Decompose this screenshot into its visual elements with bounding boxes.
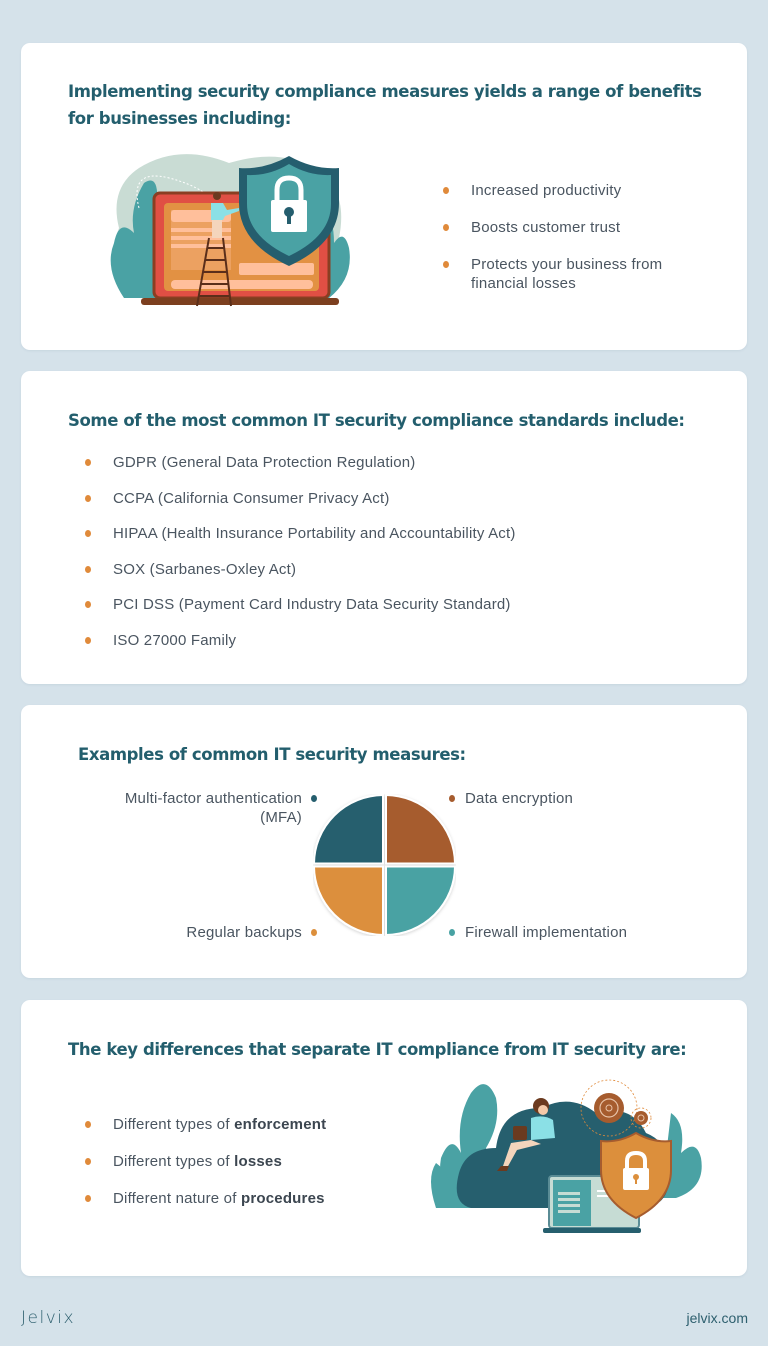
standards-card — [21, 371, 747, 684]
pie-slice-mfa — [314, 795, 383, 864]
legend-firewall: Firewall implementation — [465, 923, 627, 942]
standards-list — [85, 453, 705, 650]
legend-dot-firewall — [449, 929, 455, 936]
list-item: Different nature of procedures — [85, 1189, 405, 1208]
list-item: Different types of losses — [85, 1152, 405, 1171]
differences-card — [21, 1000, 747, 1276]
pie-slice-encryption — [386, 795, 455, 864]
list-item: CCPA (California Consumer Privacy Act) — [85, 489, 705, 508]
jelvix-url[interactable]: jelvix.com — [686, 1310, 748, 1326]
legend-mfa: Multi-factor authentication (MFA) — [72, 789, 302, 827]
list-item: Increased productivity — [443, 181, 723, 200]
jelvix-logo: Jelvix — [21, 1308, 76, 1328]
benefits-card — [21, 43, 747, 350]
pie-slice-firewall — [386, 867, 455, 936]
legend-dot-mfa — [311, 795, 317, 802]
benefits-list — [443, 181, 723, 293]
laptop-shield-lock-illustration — [99, 148, 359, 313]
measures-pie-chart — [313, 794, 456, 936]
list-item: SOX (Sarbanes-Oxley Act) — [85, 560, 705, 579]
measures-card — [21, 705, 747, 978]
legend-encryption: Data encryption — [465, 789, 573, 808]
list-item: GDPR (General Data Protection Regulation) — [85, 453, 705, 472]
list-item: Boosts customer trust — [443, 218, 723, 237]
benefits-heading: Implementing security compliance measures yields a range of benefits for businesses including: — [68, 82, 702, 128]
legend-dot-encryption — [449, 795, 455, 802]
legend-backups: Regular backups — [102, 923, 302, 942]
legend-dot-backups — [311, 929, 317, 936]
differences-heading: The key differences that separate IT compliance from IT security are: — [68, 1040, 687, 1059]
measures-heading: Examples of common IT security measures: — [78, 745, 466, 764]
list-item: ISO 27000 Family — [85, 631, 705, 650]
pie-slice-backups — [314, 867, 383, 936]
list-item: Protects your business from financial losses — [443, 255, 703, 293]
list-item: HIPAA (Health Insurance Portability and Accountability Act) — [85, 524, 705, 543]
differences-list — [85, 1115, 405, 1208]
list-item: Different types of enforcement — [85, 1115, 405, 1134]
list-item: PCI DSS (Payment Card Industry Data Security Standard) — [85, 595, 705, 614]
standards-heading: Some of the most common IT security compliance standards include: — [68, 411, 685, 430]
cloud-gears-shield-illustration — [431, 1078, 711, 1238]
